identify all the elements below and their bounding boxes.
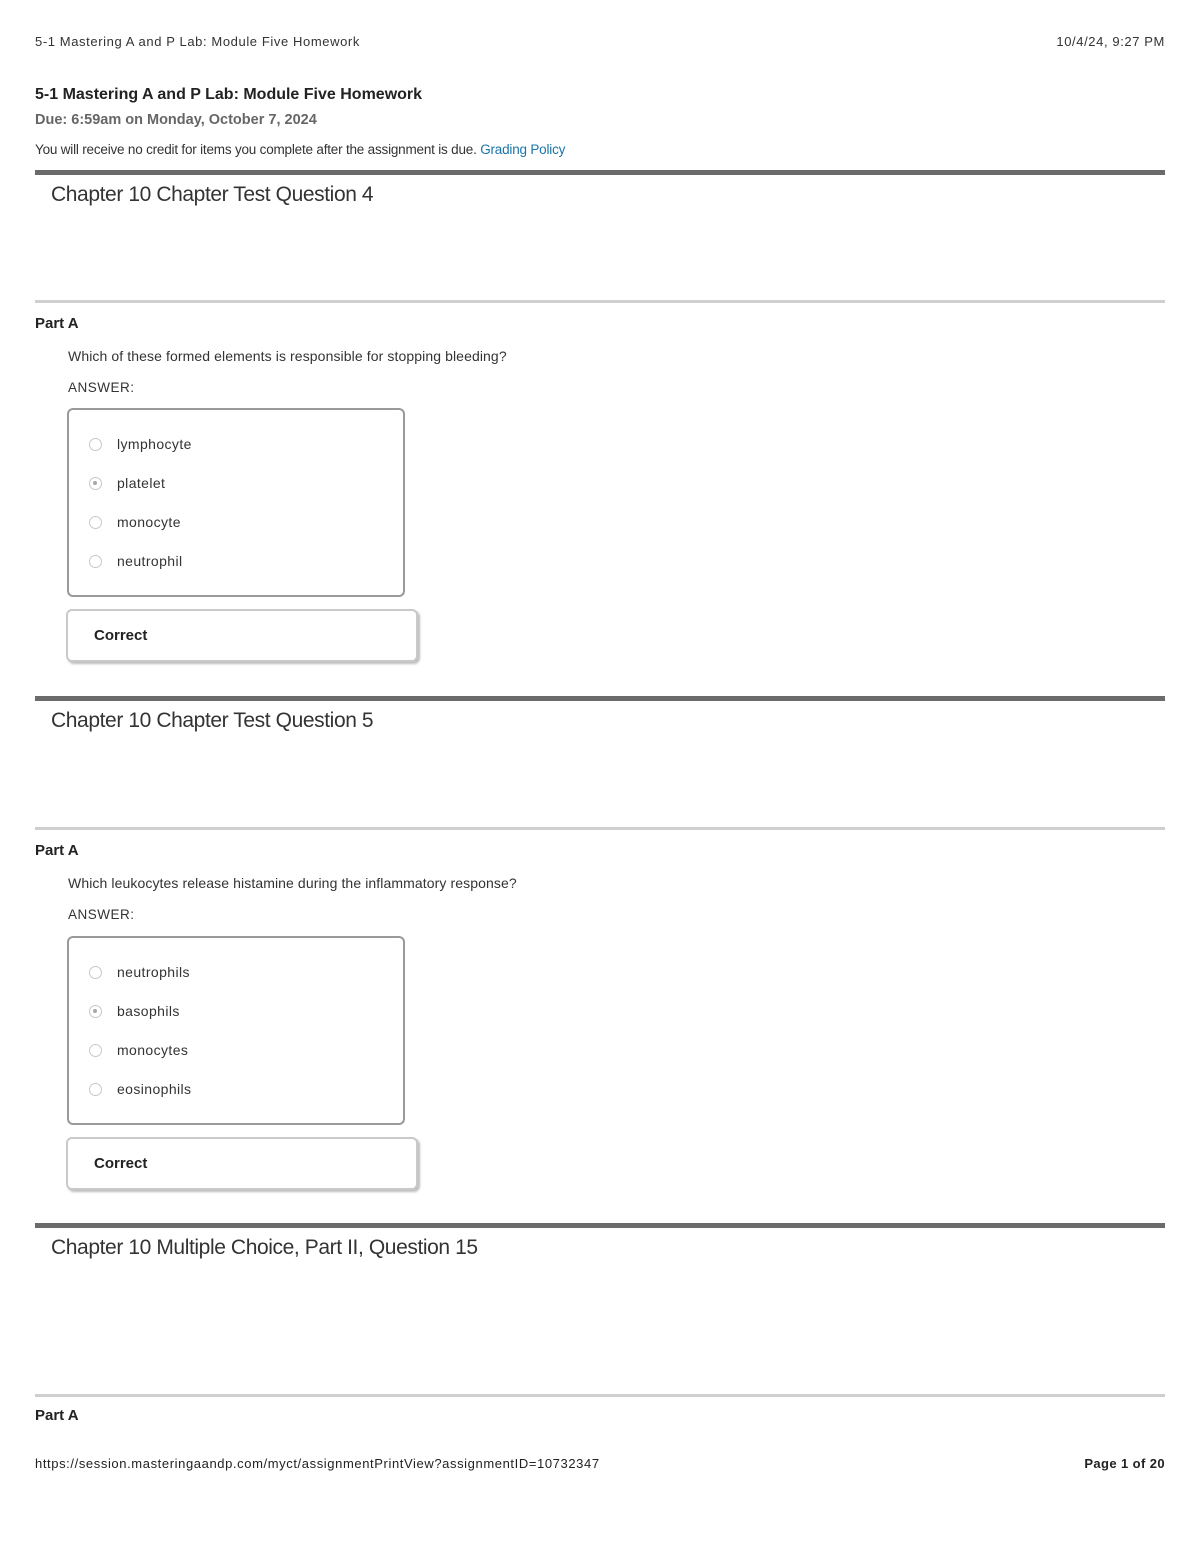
part-divider bbox=[35, 1394, 1165, 1397]
option-label: neutrophils bbox=[117, 964, 190, 980]
assignment-title: 5-1 Mastering A and P Lab: Module Five Homework bbox=[35, 86, 423, 103]
late-credit-text: You will receive no credit for items you complete after the assignment is due. bbox=[35, 142, 477, 157]
answer-option[interactable] bbox=[89, 962, 190, 982]
radio-button-selected[interactable] bbox=[89, 1005, 102, 1018]
print-header-title: 5-1 Mastering A and P Lab: Module Five Homework bbox=[35, 34, 360, 49]
late-credit-notice bbox=[35, 142, 565, 157]
answer-option[interactable] bbox=[89, 512, 181, 532]
radio-button[interactable] bbox=[89, 1044, 102, 1057]
answer-choices bbox=[67, 936, 405, 1125]
radio-button[interactable] bbox=[89, 438, 102, 451]
option-label: monocytes bbox=[117, 1042, 189, 1058]
answer-label: ANSWER: bbox=[68, 907, 135, 922]
option-label: lymphocyte bbox=[117, 436, 192, 452]
answer-option-selected[interactable] bbox=[89, 473, 165, 493]
radio-button-selected[interactable] bbox=[89, 477, 102, 490]
part-divider bbox=[35, 827, 1165, 830]
question-heading: Chapter 10 Multiple Choice, Part II, Question 15 bbox=[51, 1236, 478, 1259]
answer-option[interactable] bbox=[89, 1040, 188, 1060]
section-divider bbox=[35, 170, 1165, 175]
radio-button[interactable] bbox=[89, 555, 102, 568]
section-divider bbox=[35, 696, 1165, 701]
question-heading: Chapter 10 Chapter Test Question 5 bbox=[51, 709, 374, 732]
due-date: Due: 6:59am on Monday, October 7, 2024 bbox=[35, 112, 317, 128]
option-label: monocyte bbox=[117, 514, 181, 530]
radio-button[interactable] bbox=[89, 966, 102, 979]
option-label: neutrophil bbox=[117, 553, 183, 569]
feedback-box bbox=[66, 609, 418, 662]
answer-label: ANSWER: bbox=[68, 380, 135, 395]
answer-choices bbox=[67, 408, 405, 597]
answer-option[interactable] bbox=[89, 434, 192, 454]
part-label: Part A bbox=[35, 315, 79, 332]
radio-button[interactable] bbox=[89, 1083, 102, 1096]
page-number: Page 1 of 20 bbox=[1084, 1456, 1165, 1471]
part-label: Part A bbox=[35, 842, 79, 859]
part-divider bbox=[35, 300, 1165, 303]
feedback-text: Correct bbox=[94, 627, 148, 644]
answer-option[interactable] bbox=[89, 551, 183, 571]
footer-url: https://session.masteringaandp.com/myct/assignmentPrintView?assignmentID=10732347 bbox=[35, 1456, 600, 1471]
question-heading: Chapter 10 Chapter Test Question 4 bbox=[51, 183, 374, 206]
section-divider bbox=[35, 1223, 1165, 1228]
print-header-datetime: 10/4/24, 9:27 PM bbox=[1056, 34, 1165, 49]
part-label: Part A bbox=[35, 1407, 79, 1424]
question-prompt: Which of these formed elements is responsible for stopping bleeding? bbox=[68, 348, 507, 364]
question-prompt: Which leukocytes release histamine during the inflammatory response? bbox=[68, 875, 517, 891]
option-label: eosinophils bbox=[117, 1081, 192, 1097]
feedback-text: Correct bbox=[94, 1155, 148, 1172]
grading-policy-link[interactable]: Grading Policy bbox=[480, 142, 566, 157]
answer-option[interactable] bbox=[89, 1079, 191, 1099]
feedback-box bbox=[66, 1137, 418, 1190]
option-label: basophils bbox=[117, 1003, 180, 1019]
option-label: platelet bbox=[117, 475, 166, 491]
answer-option-selected[interactable] bbox=[89, 1001, 180, 1021]
radio-button[interactable] bbox=[89, 516, 102, 529]
